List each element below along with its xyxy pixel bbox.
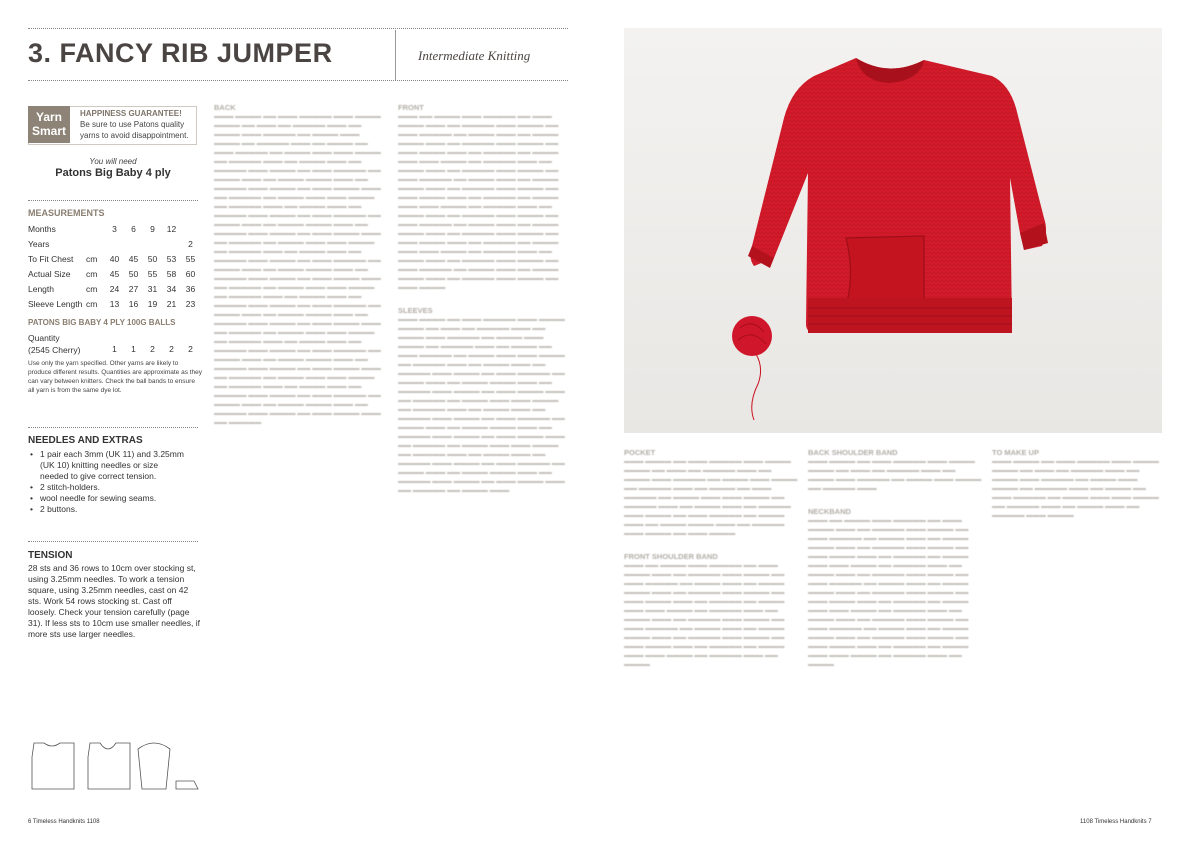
jumper-photo (624, 28, 1162, 433)
measurement-value: 60 (185, 268, 196, 279)
measurement-value: 23 (185, 298, 196, 309)
quantity-label-1: Quantity (28, 333, 60, 343)
header-rule (28, 80, 568, 81)
measurement-value: 9 (150, 223, 155, 234)
pattern-column-front (398, 103, 568, 803)
quantity-label-2: (2545 Cherry) (28, 345, 81, 355)
jumper-illustration (624, 28, 1162, 433)
needles-heading: NEEDLES AND EXTRAS (28, 435, 143, 446)
measurement-row (28, 251, 200, 266)
measurement-value: 34 (166, 283, 177, 294)
yarn-smart-heading: HAPPINESS GUARANTEE! (80, 109, 182, 118)
needles-list (28, 449, 188, 515)
needles-item: • 1 pair each 3mm (UK 11) and 3.25mm (UK 10) knitting needles or size needed to give correct tension. (28, 449, 188, 482)
measurement-value (124, 236, 143, 251)
measurement-value (162, 236, 181, 251)
balls-heading: PATONS BIG BABY 4 PLY 100G BALLS (28, 318, 176, 327)
needles-item: • wool needle for sewing seams. (28, 493, 188, 504)
schematic-sleeve (138, 743, 170, 789)
measurement-value: 40 (109, 253, 120, 264)
measurement-label: Years (28, 238, 50, 249)
back-shoulder-heading: BACK SHOULDER BAND (808, 448, 898, 457)
quantity-value: 1 (131, 344, 136, 354)
measurement-value: 31 (147, 283, 158, 294)
measurement-unit: cm (86, 283, 98, 294)
needles-item: • 2 buttons. (28, 504, 188, 515)
back-filler: ▬▬▬ ▬▬▬▬ ▬▬ ▬▬▬ ▬▬▬▬▬ ▬▬▬ ▬▬▬▬ ▬▬▬▬ ▬▬ ▬▬▬ ▬▬ ▬▬▬▬▬ ▬▬▬ ▬▬ ▬▬▬▬ ▬▬▬ ▬▬▬▬▬ ▬▬ ▬▬▬▬ ▬▬▬ ▬▬▬▬ ▬▬ ▬▬▬▬▬ ▬▬▬ ▬▬ ▬▬▬▬ ▬▬ ▬▬▬ ▬▬▬▬▬ ▬▬ ▬▬▬▬ ▬▬▬ ▬▬▬ ▬▬▬▬ ▬▬ ▬▬▬▬▬ ▬▬▬ ▬▬ ▬▬▬▬ ▬▬▬ ▬▬ ▬▬▬▬▬ ▬▬▬ ▬▬▬▬ ▬▬ ▬▬▬ ▬▬▬▬▬ ▬▬ ▬▬▬▬ ▬▬▬ ▬▬ ▬▬▬▬ ▬▬▬▬ ▬▬▬ ▬▬ ▬▬▬▬▬ ▬▬▬ ▬▬▬▬ ▬▬ ▬▬▬ ▬▬▬▬ ▬▬▬ ▬▬ ▬▬▬▬▬ ▬▬ ▬▬▬▬ ▬▬▬ ▬▬▬ ▬▬▬▬ ▬▬ ▬▬▬▬▬ ▬▬▬ ▬▬ ▬▬▬▬ ▬▬▬ ▬▬ ▬▬▬▬▬ ▬▬▬ ▬▬▬▬ ▬▬ ▬▬▬ ▬▬▬▬▬ ▬▬ ▬▬▬▬ ▬▬▬ ▬▬ ▬▬▬▬ ▬▬▬▬ ▬▬▬ ▬▬ ▬▬▬▬▬ ▬▬▬ ▬▬▬▬ ▬▬ ▬▬▬ ▬▬▬▬ ▬▬▬ ▬▬ ▬▬▬▬▬ ▬▬ ▬▬▬▬ ▬▬▬ ▬▬▬ ▬▬▬▬ ▬▬ ▬▬▬▬▬ ▬▬▬ ▬▬ ▬▬▬▬ ▬▬▬ ▬▬ ▬▬▬▬▬ ▬▬▬ ▬▬▬▬ ▬▬ ▬▬▬ ▬▬▬▬▬ ▬▬ ▬▬▬▬ ▬▬▬ ▬▬ ▬▬▬▬ ▬▬▬▬ ▬▬▬ ▬▬ ▬▬▬▬▬ ▬▬▬ ▬▬▬▬ ▬▬ ▬▬▬ ▬▬▬▬ ▬▬▬ ▬▬ ▬▬▬▬▬ ▬▬ ▬▬▬▬ ▬▬▬ ▬▬▬ ▬▬▬▬ ▬▬ ▬▬▬▬▬ ▬▬▬ ▬▬ ▬▬▬▬ ▬▬▬ ▬▬ ▬▬▬▬▬ ▬▬▬ ▬▬▬▬ ▬▬ ▬▬▬ ▬▬▬▬▬ ▬▬ ▬▬▬▬ ▬▬▬ ▬▬ ▬▬▬▬ ▬▬▬▬ ▬▬▬ ▬▬ ▬▬▬▬▬ ▬▬▬ ▬▬▬▬ ▬▬ ▬▬▬ ▬▬▬▬ ▬▬▬ ▬▬ ▬▬▬▬▬ ▬▬ ▬▬▬▬ ▬▬▬ ▬▬▬ ▬▬▬▬ ▬▬ ▬▬▬▬▬ ▬▬▬ ▬▬ ▬▬▬▬ ▬▬▬ ▬▬ ▬▬▬▬▬ ▬▬▬ ▬▬▬▬ ▬▬ ▬▬▬ ▬▬▬▬▬ ▬▬ ▬▬▬▬ ▬▬▬ ▬▬ ▬▬▬▬ ▬▬▬▬ ▬▬▬ ▬▬ ▬▬▬▬▬ ▬▬▬ ▬▬▬▬ ▬▬ ▬▬▬ ▬▬▬▬ ▬▬▬ ▬▬ ▬▬▬▬▬ ▬▬ ▬▬▬▬ ▬▬▬ ▬▬▬ ▬▬▬▬ ▬▬ ▬▬▬▬▬ ▬▬▬ ▬▬ ▬▬▬▬ ▬▬▬ ▬▬ ▬▬▬▬▬ ▬▬▬ ▬▬▬▬ ▬▬ ▬▬▬ ▬▬▬▬▬ ▬▬ ▬▬▬▬ ▬▬▬ ▬▬ ▬▬▬▬ ▬▬▬▬ ▬▬▬ ▬▬ ▬▬▬▬▬ ▬▬▬ ▬▬▬▬ ▬▬ ▬▬▬ ▬▬▬▬ ▬▬▬ ▬▬ ▬▬▬▬▬ (214, 113, 381, 426)
schematic-pocket (176, 781, 198, 789)
you-will-need: You will need (89, 157, 137, 166)
measurement-unit (86, 236, 105, 251)
measurement-value: 53 (166, 253, 177, 264)
front-heading: FRONT (398, 103, 424, 112)
jumper-rib (808, 298, 1012, 333)
quantity-value: 2 (150, 344, 155, 354)
measurement-unit: cm (86, 298, 98, 309)
measurement-label: Sleeve Length (28, 298, 83, 309)
garment-schematic (28, 735, 203, 800)
measurement-value: 19 (147, 298, 158, 309)
measurement-value: 36 (185, 283, 196, 294)
neckband-heading: NECKBAND (808, 507, 851, 516)
pocket-filler: ▬▬▬ ▬▬▬▬ ▬▬ ▬▬▬ ▬▬▬▬▬ ▬▬▬ ▬▬▬▬ ▬▬▬▬ ▬▬ ▬▬▬ ▬▬ ▬▬▬▬▬ ▬▬▬ ▬▬ ▬▬▬▬ ▬▬▬ ▬▬▬▬▬ ▬▬ ▬▬▬▬ ▬▬▬ ▬▬▬▬ ▬▬ ▬▬▬▬▬ ▬▬▬ ▬▬ ▬▬▬▬ ▬▬ ▬▬▬ ▬▬▬▬▬ ▬▬ ▬▬▬▬ ▬▬▬ ▬▬▬ ▬▬▬▬ ▬▬ ▬▬▬▬▬ ▬▬▬ ▬▬ ▬▬▬▬ ▬▬▬ ▬▬ ▬▬▬▬▬ ▬▬▬ ▬▬▬▬ ▬▬ ▬▬▬ ▬▬▬▬▬ ▬▬ ▬▬▬▬ ▬▬▬ ▬▬ ▬▬▬▬ ▬▬▬▬ ▬▬▬ ▬▬ ▬▬▬▬▬ ▬▬▬ ▬▬▬▬ ▬▬ ▬▬▬ ▬▬▬▬ (624, 458, 798, 537)
measurement-value (143, 236, 162, 251)
measurement-row (28, 236, 200, 251)
measurement-label: Months (28, 223, 56, 234)
measurement-row (28, 281, 200, 296)
measurement-value: 55 (185, 253, 196, 264)
measurements-heading: MEASUREMENTS (28, 208, 105, 218)
measurement-value: 16 (128, 298, 139, 309)
measurement-value: 13 (109, 298, 120, 309)
measurement-label: To Fit Chest (28, 253, 74, 264)
schematic-front (88, 743, 130, 789)
measurement-value: 3 (112, 223, 117, 234)
measurement-value: 45 (109, 268, 120, 279)
measurement-value: 58 (166, 268, 177, 279)
footer-left: 6 Timeless Handknits 1108 (28, 819, 100, 825)
footer-right: 1108 Timeless Handknits 7 (1080, 819, 1152, 825)
badge-line-2: Smart (31, 124, 66, 138)
measurement-label: Length (28, 283, 54, 294)
measurement-value (181, 221, 200, 236)
tension-heading: TENSION (28, 550, 73, 561)
neckband-filler: ▬▬▬ ▬▬ ▬▬▬▬ ▬▬▬ ▬▬▬▬▬ ▬▬ ▬▬▬ ▬▬▬▬ ▬▬▬ ▬▬ ▬▬▬▬▬ ▬▬▬ ▬▬▬▬ ▬▬ ▬▬▬ ▬▬▬▬▬ ▬▬ ▬▬▬▬ ▬▬▬ ▬▬ ▬▬▬▬ ▬▬▬▬ ▬▬▬ ▬▬ ▬▬▬▬▬ ▬▬▬ ▬▬▬▬ ▬▬ ▬▬▬ ▬▬▬▬ ▬▬▬ ▬▬ ▬▬▬▬▬ ▬▬ ▬▬▬▬ ▬▬▬ ▬▬▬ ▬▬▬▬ ▬▬ ▬▬▬▬▬ ▬▬▬ ▬▬ ▬▬▬▬ ▬▬▬ ▬▬ ▬▬▬▬▬ ▬▬▬ ▬▬▬▬ ▬▬ ▬▬▬ ▬▬▬▬▬ ▬▬ ▬▬▬▬ ▬▬▬ ▬▬ ▬▬▬▬ ▬▬▬▬ ▬▬▬ ▬▬ ▬▬▬▬▬ ▬▬▬ ▬▬▬▬ ▬▬ ▬▬▬ ▬▬▬▬ ▬▬▬ ▬▬ ▬▬▬▬▬ ▬▬ ▬▬▬▬ ▬▬▬ ▬▬▬ ▬▬▬▬ ▬▬ ▬▬▬▬▬ ▬▬▬ ▬▬ ▬▬▬▬ ▬▬▬ ▬▬ ▬▬▬▬▬ ▬▬▬ ▬▬▬▬ ▬▬ ▬▬▬ ▬▬▬▬▬ ▬▬ ▬▬▬▬ ▬▬▬ ▬▬ ▬▬▬▬ ▬▬▬▬ ▬▬▬ ▬▬ ▬▬▬▬▬ ▬▬▬ ▬▬▬▬ ▬▬ ▬▬▬ ▬▬▬▬ ▬▬▬ ▬▬ ▬▬▬▬▬ ▬▬ ▬▬▬▬ ▬▬▬ ▬▬▬ ▬▬▬▬ ▬▬ ▬▬▬▬▬ ▬▬▬ ▬▬ ▬▬▬▬ (808, 517, 969, 668)
yarn-note: Use only the yarn specified. Other yarns are likely to produce different results. Quantities are approximate as they can vary between knitters. Check the ball bands to ensure all yarn is from the same dye lot. (28, 360, 203, 394)
back-heading: BACK (214, 103, 236, 112)
header-divider (395, 30, 396, 80)
measurement-row (28, 296, 200, 311)
yarn-ball (732, 316, 772, 356)
rule-1 (28, 200, 198, 201)
measurement-value: 2 (188, 238, 193, 249)
sleeves-filler: ▬▬▬ ▬▬▬▬ ▬▬ ▬▬▬ ▬▬▬▬▬ ▬▬▬ ▬▬▬▬ ▬▬▬▬ ▬▬ ▬▬▬ ▬▬ ▬▬▬▬▬ ▬▬▬ ▬▬ ▬▬▬▬ ▬▬▬ ▬▬▬▬▬ ▬▬ ▬▬▬▬ ▬▬▬ ▬▬▬▬ ▬▬ ▬▬▬▬▬ ▬▬▬ ▬▬ ▬▬▬▬ ▬▬ ▬▬▬ ▬▬▬▬▬ ▬▬ ▬▬▬▬ ▬▬▬ ▬▬▬ ▬▬▬▬ ▬▬ ▬▬▬▬▬ ▬▬▬ ▬▬ ▬▬▬▬ ▬▬▬ ▬▬ ▬▬▬▬▬ ▬▬▬ ▬▬▬▬ ▬▬ ▬▬▬ ▬▬▬▬▬ ▬▬ ▬▬▬▬ ▬▬▬ ▬▬ ▬▬▬▬ ▬▬▬▬ ▬▬▬ ▬▬ ▬▬▬▬▬ ▬▬▬ ▬▬▬▬ ▬▬ ▬▬▬ ▬▬▬▬ ▬▬▬ ▬▬ ▬▬▬▬▬ ▬▬ ▬▬▬▬ ▬▬▬ ▬▬▬ ▬▬▬▬ ▬▬ ▬▬▬▬▬ ▬▬▬ ▬▬ ▬▬▬▬ ▬▬▬ ▬▬ ▬▬▬▬▬ ▬▬▬ ▬▬▬▬ ▬▬ ▬▬▬ ▬▬▬▬▬ ▬▬ ▬▬▬▬ ▬▬▬ ▬▬ ▬▬▬▬ ▬▬▬▬ ▬▬▬ ▬▬ ▬▬▬▬▬ ▬▬▬ ▬▬▬▬ ▬▬ ▬▬▬ ▬▬▬▬ ▬▬▬ ▬▬ ▬▬▬▬▬ ▬▬ ▬▬▬▬ ▬▬▬ ▬▬▬ ▬▬▬▬ ▬▬ ▬▬▬▬▬ ▬▬▬ ▬▬ ▬▬▬▬ ▬▬▬ ▬▬ ▬▬▬▬▬ ▬▬▬ ▬▬▬▬ ▬▬ ▬▬▬ ▬▬▬▬▬ ▬▬ ▬▬▬▬ ▬▬▬ ▬▬ ▬▬▬▬ ▬▬▬▬ ▬▬▬ ▬▬ ▬▬▬▬▬ ▬▬▬ ▬▬▬▬ ▬▬ ▬▬▬ ▬▬▬▬ ▬▬▬ ▬▬ ▬▬▬▬▬ ▬▬ ▬▬▬▬ ▬▬▬ (398, 316, 565, 494)
front-shoulder-heading: FRONT SHOULDER BAND (624, 552, 718, 561)
pattern-column-back-shoulder (808, 448, 983, 803)
measurement-unit (86, 221, 105, 236)
measurement-value: 12 (166, 223, 177, 234)
measurement-label: Actual Size (28, 268, 71, 279)
quantity-label (28, 332, 80, 356)
front-filler: ▬▬▬ ▬▬ ▬▬▬▬ ▬▬▬ ▬▬▬▬▬ ▬▬ ▬▬▬ ▬▬▬▬ ▬▬▬ ▬▬ ▬▬▬▬▬ ▬▬▬ ▬▬▬▬ ▬▬ ▬▬▬ ▬▬▬▬▬ ▬▬ ▬▬▬▬ ▬▬▬ ▬▬ ▬▬▬▬ ▬▬▬▬ ▬▬▬ ▬▬ ▬▬▬▬▬ ▬▬▬ ▬▬▬▬ ▬▬ ▬▬▬ ▬▬▬▬ ▬▬▬ ▬▬ ▬▬▬▬▬ ▬▬ ▬▬▬▬ ▬▬▬ ▬▬▬ ▬▬▬▬ ▬▬ ▬▬▬▬▬ ▬▬▬ ▬▬ ▬▬▬▬ ▬▬▬ ▬▬ ▬▬▬▬▬ ▬▬▬ ▬▬▬▬ ▬▬ ▬▬▬ ▬▬▬▬▬ ▬▬ ▬▬▬▬ ▬▬▬ ▬▬ ▬▬▬▬ ▬▬▬▬ ▬▬▬ ▬▬ ▬▬▬▬▬ ▬▬▬ ▬▬▬▬ ▬▬ ▬▬▬ ▬▬▬▬ ▬▬▬ ▬▬ ▬▬▬▬▬ ▬▬ ▬▬▬▬ ▬▬▬ ▬▬▬ ▬▬▬▬ ▬▬ ▬▬▬▬▬ ▬▬▬ ▬▬ ▬▬▬▬ ▬▬▬ ▬▬ ▬▬▬▬▬ ▬▬▬ ▬▬▬▬ ▬▬ ▬▬▬ ▬▬▬▬▬ ▬▬ ▬▬▬▬ ▬▬▬ ▬▬ ▬▬▬▬ ▬▬▬▬ ▬▬▬ ▬▬ ▬▬▬▬▬ ▬▬▬ ▬▬▬▬ ▬▬ ▬▬▬ ▬▬▬▬ ▬▬▬ ▬▬ ▬▬▬▬▬ ▬▬ ▬▬▬▬ ▬▬▬ ▬▬▬ ▬▬▬▬ ▬▬ ▬▬▬▬▬ ▬▬▬ ▬▬ ▬▬▬▬ ▬▬▬ ▬▬ ▬▬▬▬▬ ▬▬▬ ▬▬▬▬ ▬▬ ▬▬▬ ▬▬▬▬▬ ▬▬ ▬▬▬▬ ▬▬▬ ▬▬ ▬▬▬▬ ▬▬▬▬ ▬▬▬ ▬▬ ▬▬▬▬▬ ▬▬▬ ▬▬▬▬ ▬▬ ▬▬▬ ▬▬▬▬ (398, 113, 559, 291)
measurement-value: 50 (128, 268, 139, 279)
needles-item: • 2 stitch-holders. (28, 482, 188, 493)
measurement-value: 27 (128, 283, 139, 294)
yarn-smart-text (80, 108, 198, 141)
pattern-column-back (214, 103, 384, 803)
measurement-value: 6 (131, 223, 136, 234)
yarn-smart-body: Be sure to use Patons quality yarns to avoid disappointment. (80, 120, 189, 140)
measurement-value: 24 (109, 283, 120, 294)
back-shoulder-filler: ▬▬▬ ▬▬▬▬ ▬▬ ▬▬▬ ▬▬▬▬▬ ▬▬▬ ▬▬▬▬ ▬▬▬▬ ▬▬ ▬▬▬ ▬▬ ▬▬▬▬▬ ▬▬▬ ▬▬ ▬▬▬▬ ▬▬▬ ▬▬▬▬▬ ▬▬ ▬▬▬▬ ▬▬▬ ▬▬▬▬ ▬▬ ▬▬▬▬▬ ▬▬▬ (808, 458, 982, 492)
pocket-heading: POCKET (624, 448, 656, 457)
pattern-column-make-up (992, 448, 1162, 588)
rule-2 (28, 427, 198, 428)
badge-line-1: Yarn (35, 110, 62, 124)
page-subtitle: Intermediate Knitting (418, 48, 531, 63)
measurement-value: 50 (147, 253, 158, 264)
page-title: 3. FANCY RIB JUMPER (28, 38, 333, 68)
rule-3 (28, 541, 198, 542)
make-up-filler: ▬▬▬ ▬▬▬▬ ▬▬ ▬▬▬ ▬▬▬▬▬ ▬▬▬ ▬▬▬▬ ▬▬▬▬ ▬▬ ▬▬▬ ▬▬ ▬▬▬▬▬ ▬▬▬ ▬▬ ▬▬▬▬ ▬▬▬ ▬▬▬▬▬ ▬▬ ▬▬▬▬ ▬▬▬ ▬▬▬▬ ▬▬ ▬▬▬▬▬ ▬▬▬ ▬▬ ▬▬▬▬ ▬▬ ▬▬▬ ▬▬▬▬▬ ▬▬ ▬▬▬▬ ▬▬▬ ▬▬▬ ▬▬▬▬ ▬▬ ▬▬▬▬▬ ▬▬▬ ▬▬ ▬▬▬▬ ▬▬▬ ▬▬ ▬▬▬▬▬ ▬▬▬ ▬▬▬▬ (992, 458, 1159, 519)
measurement-row (28, 221, 200, 236)
measurement-value (105, 236, 124, 251)
measurement-unit: cm (86, 268, 98, 279)
measurement-value: 21 (166, 298, 177, 309)
quantity-values (105, 344, 200, 354)
measurements-table (28, 221, 200, 311)
measurement-unit: cm (86, 253, 98, 264)
quantity-value: 2 (169, 344, 174, 354)
top-rule (28, 28, 568, 29)
quantity-value: 1 (112, 344, 117, 354)
yarn-name: Patons Big Baby 4 ply (55, 167, 171, 179)
measurement-row (28, 266, 200, 281)
sleeves-heading: SLEEVES (398, 306, 433, 315)
measurement-value: 45 (128, 253, 139, 264)
measurement-value: 55 (147, 268, 158, 279)
schematic-back (32, 743, 74, 789)
pattern-column-pocket (624, 448, 799, 803)
front-shoulder-filler: ▬▬▬ ▬▬ ▬▬▬▬ ▬▬▬ ▬▬▬▬▬ ▬▬ ▬▬▬ ▬▬▬▬ ▬▬▬ ▬▬ ▬▬▬▬▬ ▬▬▬ ▬▬▬▬ ▬▬ ▬▬▬ ▬▬▬▬▬ ▬▬ ▬▬▬▬ ▬▬▬ ▬▬ ▬▬▬▬ ▬▬▬▬ ▬▬▬ ▬▬ ▬▬▬▬▬ ▬▬▬ ▬▬▬▬ ▬▬ ▬▬▬ ▬▬▬▬ ▬▬▬ ▬▬ ▬▬▬▬▬ ▬▬ ▬▬▬▬ ▬▬▬ ▬▬▬ ▬▬▬▬ ▬▬ ▬▬▬▬▬ ▬▬▬ ▬▬ ▬▬▬▬ ▬▬▬ ▬▬ ▬▬▬▬▬ ▬▬▬ ▬▬▬▬ ▬▬ ▬▬▬ ▬▬▬▬▬ ▬▬ ▬▬▬▬ ▬▬▬ ▬▬ ▬▬▬▬ ▬▬▬▬ ▬▬▬ ▬▬ ▬▬▬▬▬ ▬▬▬ ▬▬▬▬ ▬▬ ▬▬▬ ▬▬▬▬ ▬▬▬ ▬▬ ▬▬▬▬▬ ▬▬ ▬▬▬▬ ▬▬▬ ▬▬▬ ▬▬▬▬ ▬▬ ▬▬▬▬▬ ▬▬▬ ▬▬ ▬▬▬▬ (624, 562, 785, 668)
make-up-heading: TO MAKE UP (992, 448, 1039, 457)
tension-text: 28 sts and 36 rows to 10cm over stocking st, using 3.25mm needles. To work a tension square, using 3.25mm needles, cast on 42 sts. Work 54 rows stocking st. Cast off loosely. Check your tension carefully (page 31). If less sts to 10cm use smaller needles, if more sts use larger needles. (28, 563, 200, 639)
quantity-value: 2 (188, 344, 193, 354)
yarn-smart-badge (28, 106, 70, 143)
